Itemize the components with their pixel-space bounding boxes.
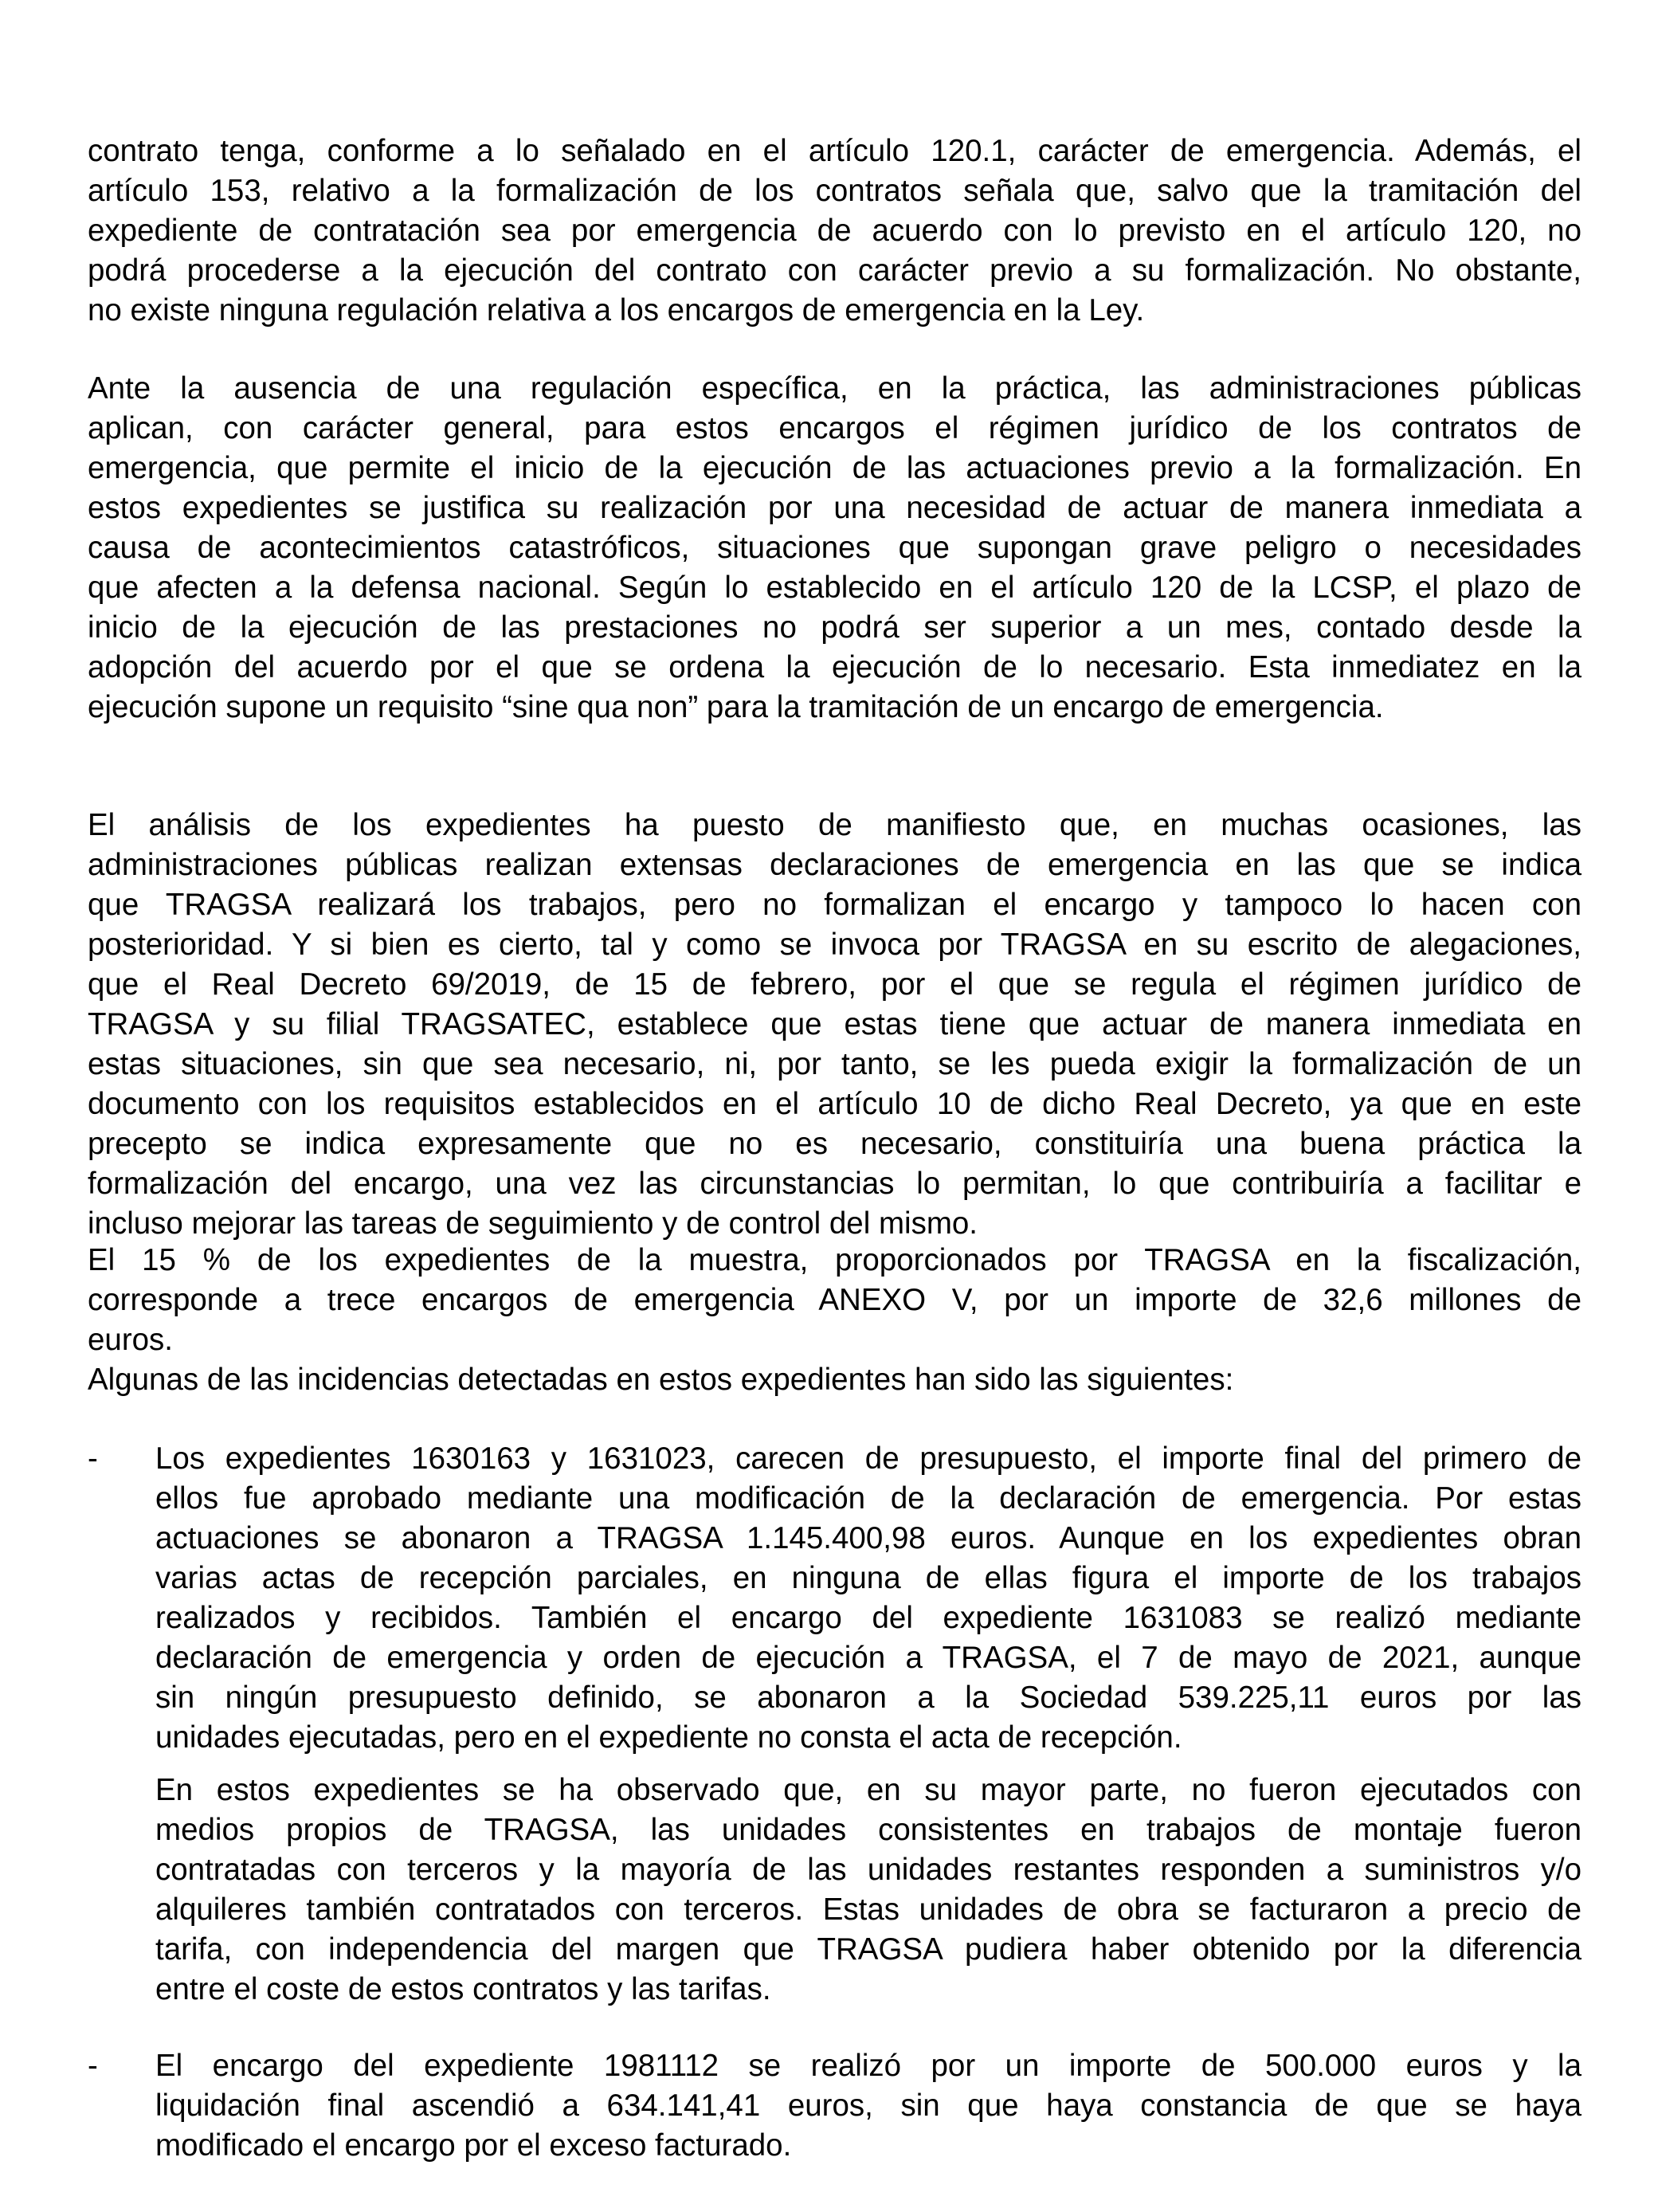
text-line: Algunas de las incidencias detectadas en estos expedientes han sido las siguientes: — [88, 1363, 1234, 1397]
text-line: posterioridad. Y si bien es cierto, tal y como se invoca por TRAGSA en su escrito de alegaciones, — [88, 928, 1581, 962]
text-line: contrato tenga, conforme a lo señalado en el artículo 120.1, carácter de emergencia. Además, el — [88, 134, 1581, 168]
bullet-dash: - — [88, 2049, 98, 2083]
text-line: documento con los requisitos establecidos en el artículo 10 de dicho Real Decreto, ya que en este — [88, 1087, 1581, 1121]
text-line: TRAGSA y su filial TRAGSATEC, establece que estas tiene que actuar de manera inmediata en — [88, 1007, 1581, 1041]
paragraph-analysis — [88, 806, 1581, 1244]
bullet-dash: - — [88, 1441, 98, 1476]
paragraph-incidences-intro — [88, 1360, 1581, 1400]
text-line: artículo 153, relativo a la formalización de los contratos señala que, salvo que la tramitación del — [88, 174, 1581, 208]
text-line: que afecten a la defensa nacional. Según lo establecido en el artículo 120 de la LCSP, el plazo de — [88, 571, 1581, 605]
text-line: inicio de la ejecución de las prestaciones no podrá ser superior a un mes, contado desde la — [88, 610, 1581, 645]
text-line: que el Real Decreto 69/2019, de 15 de febrero, por el que se regula el régimen jurídico de — [88, 967, 1581, 1002]
text-line: ejecución supone un requisito “sine qua non” para la tramitación de un encargo de emergencia. — [88, 690, 1384, 724]
text-line: euros. — [88, 1323, 174, 1357]
paragraph-absence-regulation — [88, 369, 1581, 728]
text-line: entre el coste de estos contratos y las tarifas. — [155, 1972, 771, 2006]
text-line: El análisis de los expedientes ha puesto de manifiesto que, en muchas ocasiones, las — [88, 808, 1581, 842]
text-line: tarifa, con independencia del margen que TRAGSA pudiera haber obtenido por la diferencia — [155, 1932, 1581, 1967]
text-line: medios propios de TRAGSA, las unidades consistentes en trabajos de montaje fueron — [155, 1813, 1581, 1847]
text-line: formalización del encargo, una vez las circunstancias lo permitan, lo que contribuiría a facilitar e — [88, 1167, 1581, 1201]
text-line: estos expedientes se justifica su realización por una necesidad de actuar de manera inmediata a — [88, 491, 1581, 525]
text-line: Los expedientes 1630163 y 1631023, carecen de presupuesto, el importe final del primero de — [155, 1441, 1581, 1476]
text-line: adopción del acuerdo por el que se ordena la ejecución de lo necesario. Esta inmediatez en la — [88, 650, 1581, 684]
bullet-continuation — [155, 1771, 1581, 2010]
text-line: no existe ninguna regulación relativa a los encargos de emergencia en la Ley. — [88, 293, 1145, 327]
text-line: declaración de emergencia y orden de ejecución a TRAGSA, el 7 de mayo de 2021, aunque — [155, 1641, 1581, 1675]
text-line: El encargo del expediente 1981112 se realizó por un importe de 500.000 euros y la — [155, 2049, 1581, 2083]
text-line: liquidación final ascendió a 634.141,41 euros, sin que haya constancia de que se haya — [155, 2088, 1581, 2123]
text-line: realizados y recibidos. También el encargo del expediente 1631083 se realizó mediante — [155, 1601, 1581, 1635]
text-line: varias actas de recepción parciales, en ninguna de ellas figura el importe de los trabajos — [155, 1561, 1581, 1595]
text-line: incluso mejorar las tareas de seguimiento y de control del mismo. — [88, 1206, 978, 1241]
text-line: Ante la ausencia de una regulación específica, en la práctica, las administraciones públicas — [88, 371, 1581, 406]
text-line: expediente de contratación sea por emergencia de acuerdo con lo previsto en el artículo 120, no — [88, 214, 1581, 248]
text-line: alquileres también contratados con terceros. Estas unidades de obra se facturaron a precio de — [155, 1892, 1581, 1927]
text-line: actuaciones se abonaron a TRAGSA 1.145.400,98 euros. Aunque en los expedientes obran — [155, 1521, 1581, 1555]
text-line: precepto se indica expresamente que no es necesario, constituiría una buena práctica la — [88, 1127, 1581, 1161]
text-line: sin ningún presupuesto definido, se abonaron a la Sociedad 539.225,11 euros por las — [155, 1681, 1581, 1715]
paragraph-sample — [88, 1241, 1581, 1360]
bullet-text — [155, 2046, 1581, 2166]
text-line: podrá procederse a la ejecución del contrato con carácter previo a su formalización. No obstante, — [88, 253, 1581, 288]
text-line: estas situaciones, sin que sea necesario, ni, por tanto, se les pueda exigir la formalización de un — [88, 1047, 1581, 1081]
text-line: corresponde a trece encargos de emergencia ANEXO V, por un importe de 32,6 millones de — [88, 1283, 1581, 1317]
text-line: unidades ejecutadas, pero en el expediente no consta el acta de recepción. — [155, 1720, 1182, 1755]
bullet-text — [155, 1439, 1581, 1758]
text-line: El 15 % de los expedientes de la muestra, proporcionados por TRAGSA en la fiscalización, — [88, 1243, 1581, 1277]
paragraph-emergency-regulation — [88, 131, 1581, 331]
text-line: que TRAGSA realizará los trabajos, pero no formalizan el encargo y tampoco lo hacen con — [88, 888, 1581, 922]
text-line: ellos fue aprobado mediante una modificación de la declaración de emergencia. Por estas — [155, 1481, 1581, 1516]
text-line: modificado el encargo por el exceso facturado. — [155, 2128, 792, 2163]
text-line: contratadas con terceros y la mayoría de las unidades restantes responden a suministros y/o — [155, 1853, 1581, 1887]
text-line: causa de acontecimientos catastróficos, situaciones que supongan grave peligro o necesidades — [88, 531, 1581, 565]
text-line: aplican, con carácter general, para estos encargos el régimen jurídico de los contratos de — [88, 411, 1581, 445]
text-line: administraciones públicas realizan extensas declaraciones de emergencia en las que se indica — [88, 848, 1581, 882]
text-line: emergencia, que permite el inicio de la ejecución de las actuaciones previo a la formalización. En — [88, 451, 1581, 485]
text-line: En estos expedientes se ha observado que, en su mayor parte, no fueron ejecutados con — [155, 1773, 1581, 1807]
